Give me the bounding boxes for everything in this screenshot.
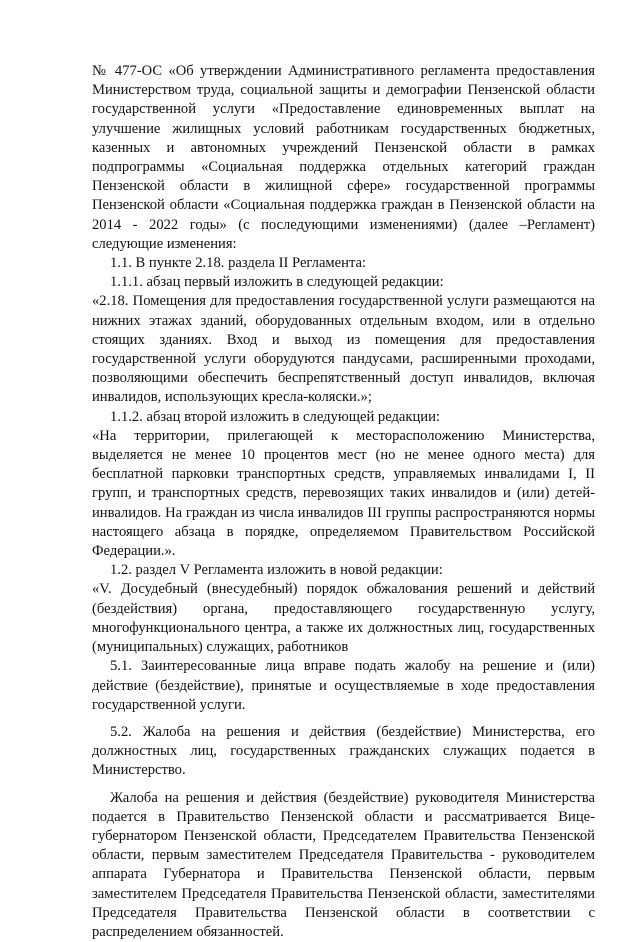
document-page bbox=[92, 62, 595, 942]
paragraph-parking-quote: «На территории, прилегающей к месторасположению Министерства, выделяется не менее 10 процентов мест (но не менее одного места) для бесплатной парковки транспортных средств, управляемых инвалидами I, II групп, и транспортных средств, перевозящих таких инвалидов и (или) детей-инвалидов. На граждан из числа инвалидов III группы распространяются нормы настоящего абзаца в порядке, определяемом Правительством Российской Федерации.». bbox=[92, 427, 595, 560]
paragraph-1-1-2: 1.1.2. абзац второй изложить в следующей редакции: bbox=[110, 408, 440, 425]
paragraph-1-2: 1.2. раздел V Регламента изложить в новой редакции: bbox=[110, 562, 443, 579]
paragraph-5-2: 5.2. Жалоба на решения и действия (бездействие) Министерства, его должностных лиц, государственных гражданских служащих подается в Министерство. bbox=[92, 723, 595, 779]
paragraph-complaint-head: Жалоба на решения и действия (бездействие) руководителя Министерства подается в Правительство Пензенской области и рассматривается Вице-губернатором Пензенской области, Председателем Правительства Пензенской области, первым заместителем Председателя Правительства - руководителем аппарата Губернатора и Правительства Пензенской области, первым заместителем Председателя Правительства Пензенской области, заместителями Председателя Правительства Пензенской области в соответствии с распределением обязанностей. bbox=[92, 789, 595, 940]
paragraph-5-1: 5.1. Заинтересованные лица вправе подать жалобу на решение и (или) действие (бездействие), принятые и осуществляемые в ходе предоставления государственной услуги. bbox=[92, 658, 595, 713]
paragraph-intro: № 477-ОС «Об утверждении Административного регламента предоставления Министерством труда, социальной защиты и демографии Пензенской области государственной услуги «Предоставление единовременных выплат на улучшение жилищных условий работникам государственных бюджетных, казенных и автономных учреждений Пензенской области в рамках подпрограммы «Социальная поддержка отдельных категорий граждан Пензенской области в жилищной сфере» государственной программы Пензенской области «Социальная поддержка граждан в Пензенской области на 2014 - 2022 годы» (с последующими изменениями) (далее –Регламент) следующие изменения: bbox=[92, 63, 595, 252]
paragraph-1-1-1: 1.1.1. абзац первый изложить в следующей редакции: bbox=[110, 274, 444, 291]
paragraph-2-18-quote: «2.18. Помещения для предоставления государственной услуги размещаются на нижних этажах зданий, оборудованных отдельным входом, или в отдельно стоящих зданиях. Вход и выход из помещения для предоставления государственной услуги оборудуются пандусами, расширенными проходами, позволяющими обеспечить беспрепятственный доступ инвалидов, включая инвалидов, использующих кресла-коляски.»; bbox=[92, 293, 595, 406]
paragraph-1-1: 1.1. В пункте 2.18. раздела II Регламента: bbox=[110, 255, 367, 272]
paragraph-section-v-title: «V. Досудебный (внесудебный) порядок обжалования решений и действий (бездействия) органа, предоставляющего государственную услугу, многофункционального центра, а также их должностных лиц, государственных (муниципальных) служащих, работников bbox=[92, 581, 595, 656]
